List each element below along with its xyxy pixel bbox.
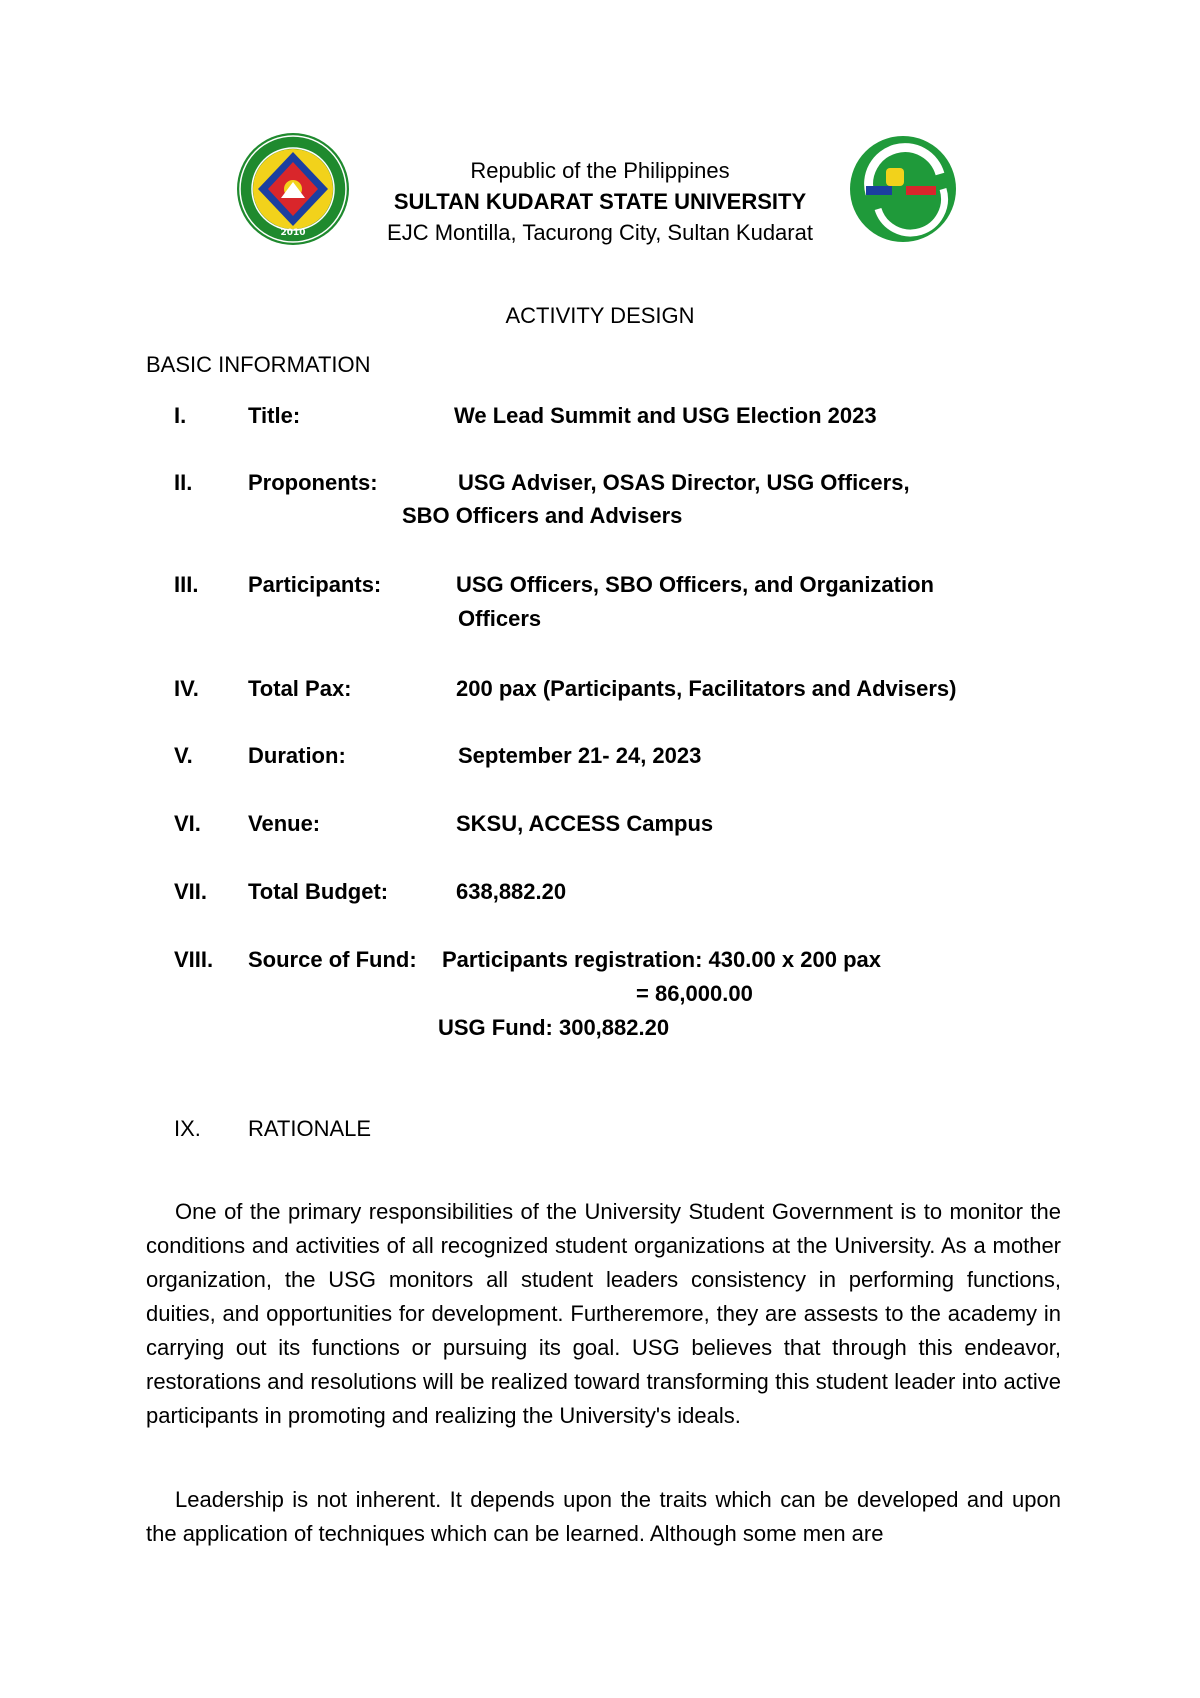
item-num-9: IX. <box>174 1116 201 1141</box>
item-value-source-of-fund-line3: USG Fund: 300,882.20 <box>438 1015 670 1040</box>
item-value-participants-line2: Officers <box>458 606 542 631</box>
header-republic: Republic of the Philippines <box>470 158 730 183</box>
item-value-total-budget: 638,882.20 <box>456 879 567 904</box>
item-label-title: Title: <box>248 403 301 428</box>
item-value-proponents-line2: SBO Officers and Advisers <box>402 503 683 528</box>
item-num-3: III. <box>174 572 199 597</box>
rationale-heading: RATIONALE <box>248 1116 372 1141</box>
item-label-total-budget: Total Budget: <box>248 879 389 904</box>
item-label-participants: Participants: <box>248 572 382 597</box>
item-value-proponents: USG Adviser, OSAS Director, USG Officers, <box>458 470 910 495</box>
item-label-duration: Duration: <box>248 743 346 768</box>
item-label-proponents: Proponents: <box>248 470 378 495</box>
item-label-source-of-fund: Source of Fund: <box>248 947 417 972</box>
item-num-1: I. <box>174 403 187 428</box>
item-num-7: VII. <box>174 879 208 904</box>
item-num-4: IV. <box>174 676 199 701</box>
item-num-6: VI. <box>174 811 201 836</box>
section-basic-information: BASIC INFORMATION <box>146 352 371 377</box>
svg-text:2010: 2010 <box>280 228 306 238</box>
item-label-venue: Venue: <box>248 811 321 836</box>
header-university: SULTAN KUDARAT STATE UNIVERSITY <box>393 189 807 214</box>
item-value-title: We Lead Summit and USG Election 2023 <box>454 403 877 428</box>
item-num-8: VIII. <box>174 947 214 972</box>
item-value-venue: SKSU, ACCESS Campus <box>456 811 714 836</box>
item-label-total-pax: Total Pax: <box>248 676 352 701</box>
doc-title: ACTIVITY DESIGN <box>505 303 695 328</box>
item-value-participants: USG Officers, SBO Officers, and Organization <box>456 572 934 597</box>
item-num-5: V. <box>174 743 193 768</box>
item-value-source-of-fund: Participants registration: 430.00 x 200 pax <box>442 947 881 972</box>
item-value-source-of-fund-line2: = 86,000.00 <box>636 981 753 1006</box>
item-num-2: II. <box>174 470 193 495</box>
rationale-paragraph-1: One of the primary responsibilities of the University Student Government is to monitor the conditions and activities of all recognized student organizations at the University. As a mother organization, the USG monitors all student leaders consistency in performing functions, duities, and opportunities for development. Furtheremore, they are assests to the academy in carrying out its functions or pursuing its goal. USG believes that through this endeavor, restorations and resolutions will be realized toward transforming this student leader into active participants in promoting and realizing the University's ideals. <box>146 1199 1061 1428</box>
header-address: EJC Montilla, Tacurong City, Sultan Kudarat <box>387 220 813 245</box>
item-value-total-pax: 200 pax (Participants, Facilitators and Advisers) <box>456 676 957 701</box>
item-value-duration: September 21- 24, 2023 <box>458 743 702 768</box>
rationale-paragraph-2: Leadership is not inherent. It depends upon the traits which can be developed and upon the application of techniques which can be learned. Although some men are <box>146 1487 1061 1546</box>
